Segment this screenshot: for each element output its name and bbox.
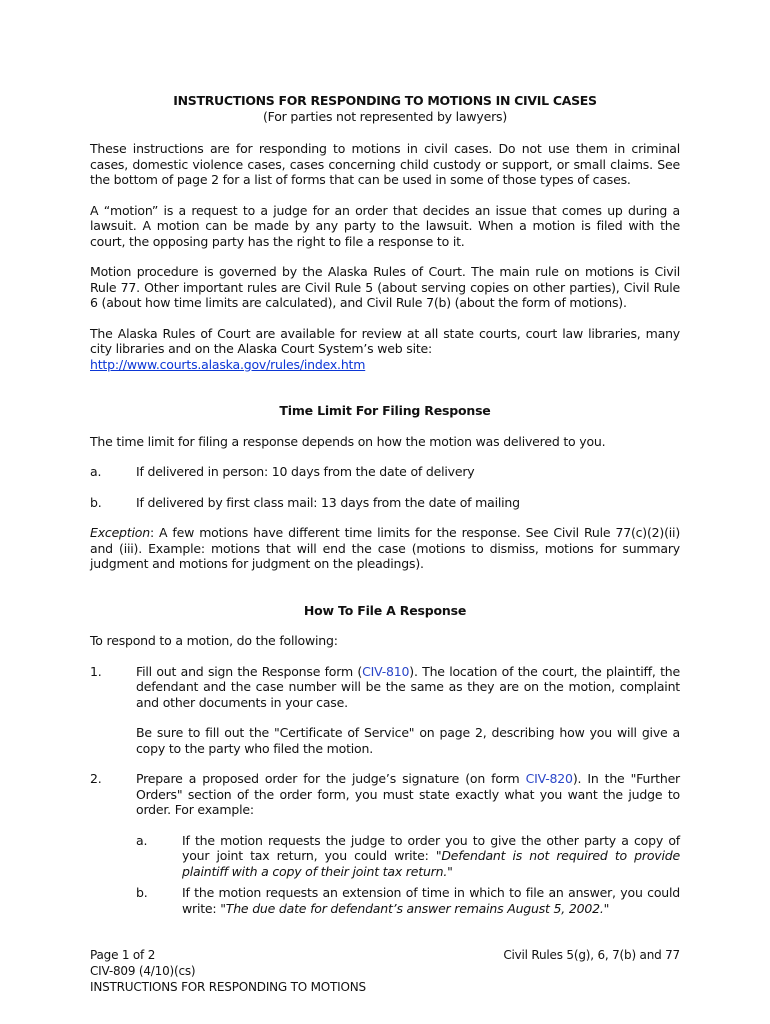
exception-paragraph (90, 525, 680, 572)
step-label: 2. (90, 771, 102, 786)
footer-doc-title: INSTRUCTIONS FOR RESPONDING TO MOTIONS (90, 980, 366, 994)
exception-label: Exception (90, 525, 150, 540)
step-body (136, 771, 680, 916)
example-b (136, 885, 680, 916)
page-footer (90, 947, 680, 995)
intro-paragraph-1: These instructions are for responding to motions in civil cases. Do not use them in criminal cases, domestic violence cases, cases concerning child custody or support, or small claims. See the bottom of page 2 for a list of forms that can be used in some of those types of cases. (90, 141, 680, 187)
intro-paragraph-3: Motion procedure is governed by the Alaska Rules of Court. The main rule on motions is Civil Rule 77. Other important rules are Civil Rule 5 (about serving copies on other parties), Civil Rule 6 (about how time limits are calculated), and Civil Rule 7(b) (about the form of motions). (90, 264, 680, 310)
example-text: If the motion requests an extension of time in which to file an answer, you could write: (182, 885, 680, 916)
step-text: ). In the "Further Orders" section of the order form, you must state exactly what you want the judge to order. For example: (136, 771, 680, 817)
intro-paragraph-4: The Alaska Rules of Court are available for review at all state courts, court law libraries, many city libraries and on the Alaska Court System’s web site: (90, 325, 680, 356)
item-label: b. (90, 494, 102, 510)
step-text: Prepare a proposed order for the judge’s signature (on form (136, 771, 526, 786)
example-body (182, 885, 680, 916)
step-1 (90, 664, 680, 757)
item-text: If delivered by first class mail: 13 days from the date of mailing (136, 494, 520, 510)
time-limit-heading: Time Limit For Filing Response (279, 403, 491, 418)
certificate-note: Be sure to fill out the "Certificate of Service" on page 2, describing how you will give a copy to the party who filed the motion. (136, 725, 680, 756)
step-2 (90, 771, 680, 916)
how-to-file-lead: To respond to a motion, do the following: (90, 633, 338, 648)
example-quote: "Defendant is not required to provide plaintiff with a copy of their joint tax return." (182, 848, 680, 879)
example-a (136, 833, 680, 880)
example-label: b. (136, 885, 148, 900)
example-quote: "The due date for defendant’s answer remains August 5, 2002." (220, 900, 610, 916)
time-limit-lead: The time limit for filing a response depends on how the motion was delivered to you. (90, 433, 606, 449)
document-body (90, 93, 680, 916)
form-civ-810-link[interactable]: CIV-810 (362, 663, 410, 679)
page-subtitle: (For parties not represented by lawyers) (262, 108, 508, 124)
item-label: a. (90, 464, 102, 479)
footer-rules: Civil Rules 5(g), 6, 7(b) and 77 (503, 948, 680, 962)
rules-web-link[interactable]: http://www.courts.alaska.gov/rules/index.htm (90, 356, 366, 372)
item-text: If delivered in person: 10 days from the date of delivery (136, 464, 475, 479)
footer-form-number: CIV-809 (4/10)(cs) (90, 964, 196, 978)
intro-paragraph-2: A “motion” is a request to a judge for an order that decides an issue that comes up during a lawsuit. A motion can be made by any party to the lawsuit. When a motion is filed with the court, the opposing party has the right to file a response to it. (90, 202, 680, 249)
page-title: INSTRUCTIONS FOR RESPONDING TO MOTIONS IN CIVIL CASES (173, 93, 597, 108)
time-limit-item-a (90, 464, 680, 480)
step-body (136, 664, 680, 757)
time-limit-item-b (90, 495, 680, 511)
step-text: ). The location of the court, the plaintiff, the defendant and the case number will be the same as they are on the motion, complaint and other documents in your case. (136, 663, 680, 710)
step-label: 1. (90, 663, 102, 679)
how-to-file-heading: How To File A Response (303, 602, 467, 618)
example-label: a. (136, 832, 148, 848)
form-civ-820-link[interactable]: CIV-820 (525, 771, 573, 786)
example-body (182, 833, 680, 880)
example-text: If the motion requests the judge to order you to give the other party a copy of your joint tax return, you could write: (182, 832, 680, 863)
exception-text: : A few motions have different time limits for the response. See Civil Rule 77(c)(2)(ii) and (iii). Example: motions that will end the case (motions to dismiss, motions for summary judgment and motions for judgment on the pleadings). (90, 525, 680, 571)
step-text: Fill out and sign the Response form ( (136, 663, 363, 679)
footer-page-number: Page 1 of 2 (90, 948, 156, 962)
